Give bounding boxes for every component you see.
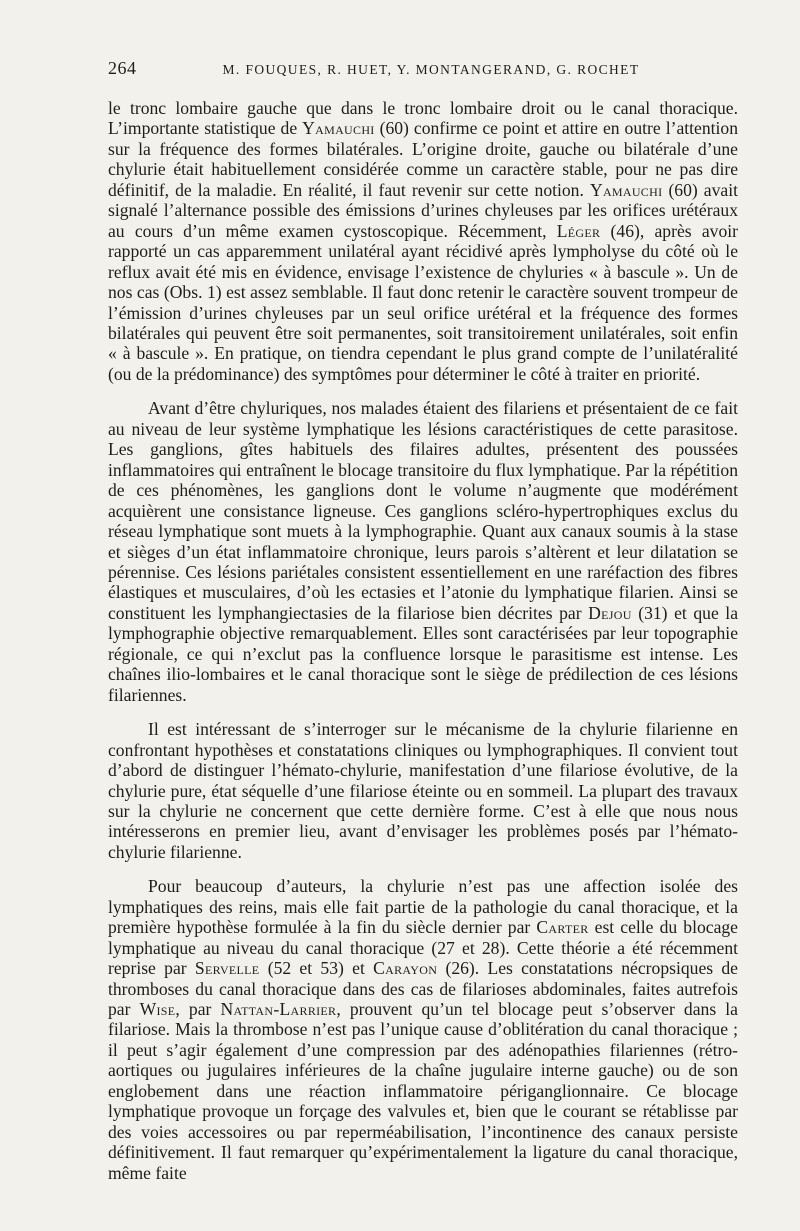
cited-author: Carayon — [373, 958, 438, 979]
paragraph: Il est intéressant de s’interroger sur le mécanisme de la chylurie filarienne en confrontant hypothèses et constatations cliniques ou lymphographiques. Il convient tout d’abord de distinguer l’hémato-chylurie, manifestation d’une filariose évolutive, de la chylurie pure, état séquelle d’une filariose éteinte ou en sommeil. La plupart des travaux sur la chylurie ne concernent que cette dernière forme. C’est à elle que nous nous intéresserons en premier lieu, avant d’envisager les problèmes posés par l’hémato-chylurie filarienne. — [108, 719, 738, 862]
paragraph: Pour beaucoup d’auteurs, la chylurie n’est pas une affection isolée des lymphatiques des reins, mais elle fait partie de la pathologie du canal thoracique, et la première hypothèse formulée à la fin du siècle dernier par Carter est celle du blocage lymphatique au niveau du canal thoracique (27 et 28). Cette théorie a été récemment reprise par Servelle (52 et 53) et Carayon (26). Les constatations nécropsiques de thromboses du canal thoracique dans des cas de filarioses abdominales, faites autrefois par Wise, par Nattan-Larrier, prouvent qu’un tel blocage peut s’observer dans la filariose. Mais la thrombose n’est pas l’unique cause d’oblitération du canal thoracique ; il peut s’agir également d’une compression par des adénopathies filariennes (rétro-aortiques ou jugulaires inférieures de la chaîne jugulaire interne gauche) ou de son englobement dans une réaction inflammatoire périganglionnaire. Ce blocage lymphatique provoque un forçage des valvules et, bien que le courant se rétablisse par des voies accessoires ou par reperméabilisation, l’incontinence des canaux persiste définitivement. Il faut remarquer qu’expérimentalement la ligature du canal thoracique, même faite — [108, 876, 738, 1183]
running-authors: M. FOUQUES, R. HUET, Y. MONTANGERAND, G. ROCHET — [222, 62, 640, 77]
cited-author: Carter — [536, 917, 589, 938]
page-number: 264 — [108, 58, 137, 78]
cited-author: Léger — [556, 220, 601, 241]
cited-author: Nattan-Larrier — [220, 999, 337, 1020]
running-header — [108, 58, 738, 84]
paragraph: Avant d’être chyluriques, nos malades étaient des filariens et présentaient de ce fait au niveau de leur système lymphatique les lésions caractéristiques de cette parasitose. Les ganglions, gîtes habituels des filaires adultes, présentent des poussées inflammatoires qui entraînent le blocage transitoire du flux lymphatique. Par la répétition de ces phénomènes, les ganglions dont le volume n’augmente que modérément acquièrent une consistance ligneuse. Ces ganglions scléro-hypertrophiques exclus du réseau lymphatique sont muets à la lymphographie. Quant aux canaux soumis à la stase et sièges d’un état inflammatoire chronique, leurs parois s’altèrent et leur dilatation se pérennise. Ces lésions pariétales consistent essentiellement en une raréfaction des fibres élastiques et musculaires, d’où les ectasies et l’atonie du lymphatique filarien. Ainsi se constituent les lymphangiectasies de la filariose bien décrites par Dejou (31) et que la lymphographie objective remarquablement. Elles sont caractérisées par leur topographie régionale, ce qui n’exclut pas la confluence lorsque le parasitisme est intense. Les chaînes ilio-lombaires et le canal thoracique sont le siège de prédilection de ces lésions filariennes. — [108, 398, 739, 705]
body-text — [108, 98, 738, 1183]
cited-author: Dejou — [588, 602, 632, 623]
cited-author: Wise — [139, 999, 176, 1020]
paragraph: le tronc lombaire gauche que dans le tronc lombaire droit ou le canal thoracique. L’importante statistique de Yamauchi (60) confirme ce point et attire en outre l’attention sur la fréquence des formes bilatérales. L’origine droite, gauche ou bilatérale d’une chylurie était habituellement considérée comme un caractère stable, pour ne pas dire définitif, de la maladie. En réalité, il faut revenir sur cette notion. Yamauchi (60) avait signalé l’alternance possible des émissions d’urines chyleuses par les orifices urétéraux au cours d’un même examen cystoscopique. Récemment, Léger (46), après avoir rapporté un cas apparemment unilatéral ayant récidivé après lympholyse du côté où le reflux avait été mis en évidence, envisage l’existence de chyluries « à bascule ». Un de nos cas (Obs. 1) est assez semblable. Il faut donc retenir le caractère souvent trompeur de l’émission d’urines chyleuses par un seul orifice urétéral et la fréquence des formes bilatérales qui peuvent être soit permanentes, soit transitoirement unilatérales, soit enfin « à bascule ». En pratique, on tiendra cependant le plus grand compte de l’unilatéralité (ou de la prédominance) des symptômes pour déterminer le côté à traiter en priorité. — [108, 98, 739, 384]
cited-author: Yamauchi — [302, 118, 375, 139]
cited-author: Servelle — [194, 958, 260, 979]
cited-author: Yamauchi — [589, 179, 663, 200]
document-page — [108, 58, 738, 1183]
